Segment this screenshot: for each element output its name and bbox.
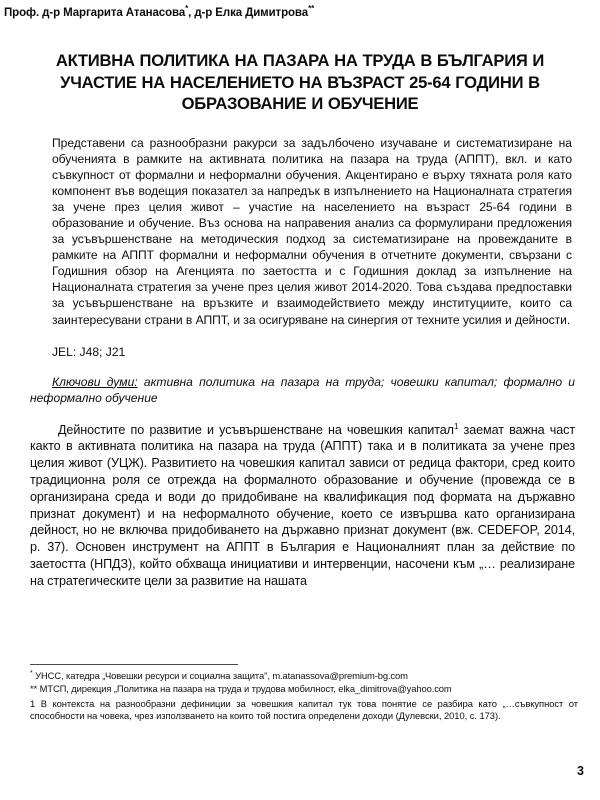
title-line-2: УЧАСТИЕ НА НАСЕЛЕНИЕТО НА ВЪЗРАСТ 25-64 ГОДИНИ В	[60, 72, 540, 92]
footnote-text-double-asterisk: МТСП, дирекция „Политика на пазара на труда и трудова мобилност, elka_dimitrova@yahoo.com	[39, 683, 452, 695]
author-name-2: д-р Елка Димитрова	[194, 7, 309, 19]
title-line-1: АКТИВНА ПОЛИТИКА НА ПАЗАРА НА ТРУДА В БЪЛГАРИЯ И	[55, 51, 545, 70]
footnote-marker-double-asterisk: **	[30, 683, 38, 695]
keywords-label: Ключови думи:	[52, 374, 138, 389]
keywords-values: активна политика на пазара на труда; човешки капитал; формално и неформално обучение	[30, 374, 575, 406]
body-footnote-marker-1: 1	[453, 421, 459, 431]
footnotes-block	[30, 664, 578, 723]
footnote-text-1: В контекста на разнообразни дефиниции за човешкия капитал тук това понятие се разбира като „…съвкупност от способности на човека, чрез използването на които той постига определени доходи (Дулевски, 2010, с. 173).	[30, 697, 578, 722]
authors-running-head	[4, 6, 570, 20]
jel-codes: JEL: J48; J21	[52, 344, 126, 359]
author-footnote-marker-1: *	[185, 4, 189, 14]
footnote-marker-1: 1	[30, 697, 36, 709]
body-paragraph-1	[30, 422, 575, 590]
author-name-1: Проф. д-р Маргарита Атанасова	[4, 7, 186, 19]
footnote-marker-asterisk: *	[30, 669, 33, 677]
page-number: 3	[577, 764, 584, 778]
footnote-numbered-1	[30, 698, 578, 723]
body-paragraph-1-part1: Дейностите по развитие и усъвършенстване на човешкия капитал	[58, 422, 454, 437]
footnote-separator-rule	[30, 664, 238, 665]
keywords-line	[30, 374, 575, 407]
author-footnote-marker-2: **	[308, 4, 315, 14]
authors-separator: ,	[188, 7, 195, 19]
body-paragraph-1-part2: заемат важна част както в активната политика на пазара на труда (АППТ) така и в политиката за учене през целия живот (УЦЖ). Развитието на човешкия капитал зависи от редица фактори, сред които традиционна роля се отрежда на формалното образование и обучение (провежда се в организирана среда и води до придобиване на квалификация под формата на държавно признат документ) и на неформалното обучение, което се извършва като организирана дейност, но не включва придобиването на държавно признат документ (вж. CEDEFOP, 2014, p. 37). Основен инструмент на АППТ в България е Националният план за действие по заетостта (НПДЗ), който обхваща инициативи и интервенции, насочени към „… реализиране на стратегическите цели за развитие на нашата	[30, 422, 576, 588]
footnote-asterisk	[30, 670, 578, 682]
page-title	[30, 50, 570, 115]
footnote-text-asterisk: УНСС, катедра „Човешки ресурси и социална защита", m.atanassova@premium-bg.com	[35, 670, 408, 681]
abstract-paragraph: Представени са разнообразни ракурси за задълбочено изучаване и систематизиране на обученията в рамките на активната политика на пазара на труда (АППТ), вкл. и като съвкупност от формални и неформални обучения. Акцентирано е върху тяхната роля като компонент във водещия показател за напредък в изпълнението на Националната стратегия за учене през целия живот – участие на населението на възраст 25-64 години в образование и обучение. Въз основа на направения анализ са формулирани предложения за усъвършенстване на методическия подход за систематизиране на провежданите в рамките на АППТ формални и неформални обучения в отчетните документи, свързани с Годишния обзор на Агенцията по заетостта и с Годишния доклад за изпълнение на Националната стратегия за учене през целия живот 2014-2020. Това създава предпоставки за усъвършенстване на връзките и взаимодействието между институциите, които са заинтересувани страни в АППТ, и за осигуряване на синергия от техните усилия и дейности.	[52, 135, 572, 327]
footnote-double-asterisk	[30, 683, 578, 695]
title-line-3: ОБРАЗОВАНИЕ И ОБУЧЕНИЕ	[181, 94, 419, 113]
